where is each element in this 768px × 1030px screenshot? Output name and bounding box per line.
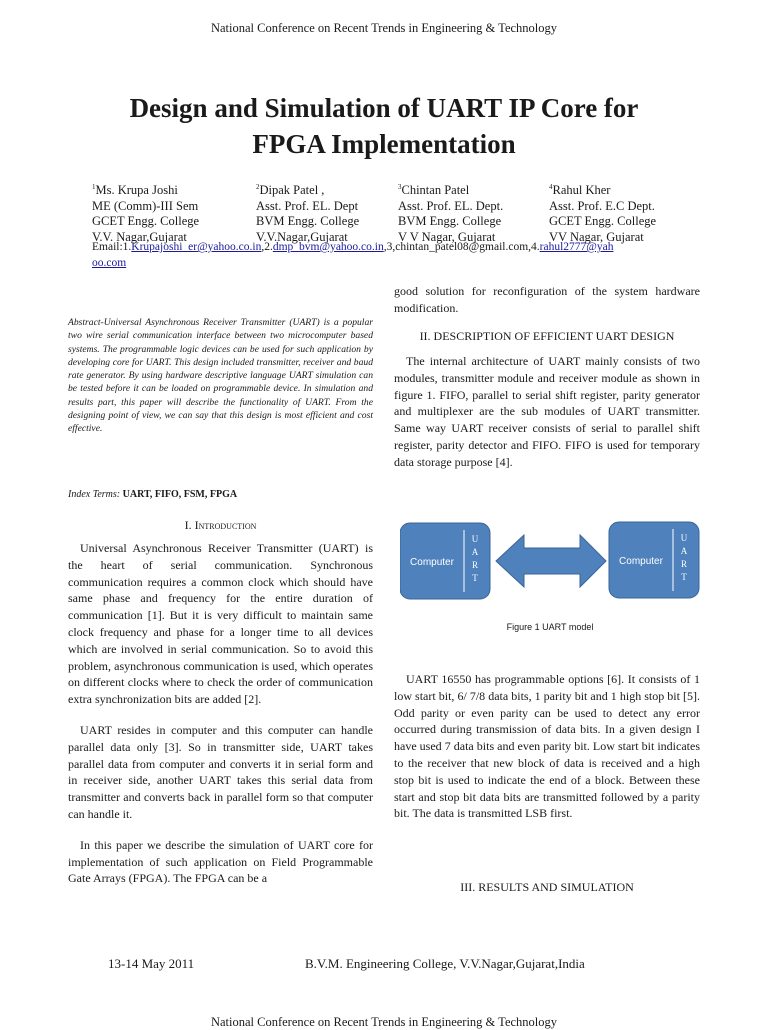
author-2-number: 2 — [256, 183, 260, 191]
next-page-header: National Conference on Recent Trends in Engineering & Technology — [210, 1015, 558, 1029]
author-1-name: Ms. Krupa Joshi — [95, 183, 178, 197]
abstract: Abstract-Universal Asynchronous Receiver Transmitter (UART) is a popular two wire serial communication interface between two microcomputer based systems. The programmable logic devices can be used for such application by developing core for UART. This design included transmitter, receiver and baud rate generator. By using hardware descriptive language UART simulation can be tested before it can be loaded on programmable device. In simulation and results part, this paper will describe the functionality of UART. From the designing point of view, we can say that this design is most efficient and cost effective. — [68, 317, 373, 435]
right-uart-letter-a: A — [680, 546, 688, 556]
index-terms-values: UART, FIFO, FSM, FPGA — [122, 489, 238, 500]
author-2-college: BVM Engg. College — [256, 214, 360, 228]
left-uart-letter-r: R — [471, 560, 479, 570]
author-4-college: GCET Engg. College — [549, 214, 657, 228]
intro-paragraph-2: UART resides in computer and this computer can handle parallel data only [3]. So in transmitter side, UART takes parallel data from computer and converts it in serial form and in receiver side, another UART takes this serial data from transmitter and converts back in parallel form so that computer can handle it. — [68, 722, 373, 821]
left-computer-label: Computer — [410, 557, 454, 568]
author-3-number: 3 — [398, 183, 402, 191]
conference-header: National Conference on Recent Trends in Engineering & Technology — [210, 21, 558, 35]
author-1 — [92, 180, 252, 245]
author-2 — [256, 180, 396, 245]
author-3 — [398, 180, 543, 245]
section-3-heading: III. RESULTS AND SIMULATION — [460, 880, 634, 894]
author-4-place: VV Nagar, Gujarat — [549, 229, 644, 244]
title-line-2: FPGA Implementation — [252, 129, 516, 159]
intro-paragraph-1: Universal Asynchronous Receiver Transmitter (UART) is the heart of serial communication. Synchronous communication requires a common clock which should have same phase and frequency for the entire duration of communication [1]. But it is very difficult to maintain same clock frequency and phase for a longer time to all devices which are involved in serial communication. So to avoid this problem, asynchronous communication is used, which operates on different clocks where to check the order of communication extra synchronization bits are added [2]. — [68, 541, 373, 707]
footer-date: 13-14 May 2011 — [108, 956, 195, 971]
author-3-role: Asst. Prof. EL. Dept. — [398, 198, 504, 213]
email-link-4-continued[interactable]: oo.com — [92, 256, 127, 269]
title-line-1: Design and Simulation of UART IP Core for — [129, 93, 639, 123]
right-computer-label: Computer — [619, 556, 663, 567]
section-2-paragraph: The internal architecture of UART mainly consists of two modules, transmitter module and receiver module as shown in figure 1. FIFO, parallel to serial shift register, parity generator and multiplexer are the sub modules of UART transmitter. Same way UART receiver consists of serial to parallel shift register, parity detector and FIFO. FIFO is used for temporary data storage purpose [4]. — [394, 354, 700, 469]
right-uart-letter-u: U — [680, 533, 688, 543]
author-3-college: BVM Engg. College — [398, 214, 502, 228]
author-4-name: Rahul Kher — [552, 183, 611, 197]
author-2-role: Asst. Prof. EL. Dept — [256, 198, 359, 213]
right-top-text: good solution for reconfiguration of the system hardware modification. — [394, 284, 700, 315]
right-uart-letter-t: T — [681, 572, 687, 582]
email-link-2[interactable]: dmp_bvm@yahoo.co.in — [272, 241, 384, 253]
author-1-role: ME (Comm)-III Sem — [92, 198, 199, 213]
author-1-number: 1 — [92, 183, 96, 191]
author-emails — [92, 240, 704, 271]
right-uart-letter-r: R — [680, 559, 688, 569]
footer-venue: B.V.M. Engineering College, V.V.Nagar,Gujarat,India — [305, 956, 585, 971]
author-4 — [549, 180, 699, 245]
bidirectional-arrow-icon — [496, 535, 606, 587]
left-uart-letter-t: T — [472, 573, 478, 583]
author-2-name: Dipak Patel , — [259, 183, 325, 197]
email-link-1[interactable]: Krupajoshi_er@yahoo.co.in — [131, 241, 262, 253]
index-terms — [68, 489, 373, 500]
author-2-place: V.V.Nagar,Gujarat — [256, 229, 348, 244]
author-3-place: V V Nagar, Gujarat — [398, 229, 496, 244]
email-link-4[interactable]: rahul2777@yah — [539, 241, 614, 253]
author-4-number: 4 — [549, 183, 553, 191]
figure-caption: Figure 1 UART model — [506, 622, 594, 632]
author-3-name: Chintan Patel — [401, 183, 470, 197]
intro-section-title: Introduction — [194, 518, 257, 532]
uart-16550-paragraph: UART 16550 has programmable options [6]. It consists of 1 low start bit, 6/ 7/8 data bits, 1 parity bit and 1 high stop bit [5]. Odd parity or even parity can be used to detect any error occurred during transmission of data bits. In a given design I have used 7 data bits and even parity bit. Low start bit indicates to the receiver that new block of data is received and a high stop bit is used to indicate the end of a block. Between these start and stop bit data bits are transmitted followed by a parity bit. The data is transmitted LSB first. — [394, 672, 700, 821]
paper-title — [60, 90, 708, 162]
author-4-role: Asst. Prof. E.C Dept. — [549, 198, 655, 213]
left-column-body — [68, 540, 373, 887]
email-link-3-text: ,3,chintan_patel08@gmail.com,4. — [383, 241, 540, 253]
left-uart-letter-u: U — [471, 534, 479, 544]
email-separator: ,2. — [261, 241, 273, 253]
author-1-place: V.V. Nagar,Gujarat — [92, 229, 187, 244]
intro-paragraph-3: In this paper we describe the simulation of UART core for implementation of such application on Field Programmable Gate Arrays (FPGA). The FPGA can be a — [68, 837, 373, 886]
uart-model-figure — [400, 520, 700, 610]
left-uart-letter-a: A — [471, 547, 479, 557]
section-2-heading: II. DESCRIPTION OF EFFICIENT UART DESIGN — [419, 329, 675, 343]
email-prefix: Email:1. — [92, 241, 132, 253]
index-terms-label: Index Terms: — [68, 489, 121, 500]
intro-section-number: I. — [184, 518, 192, 532]
author-1-college: GCET Engg. College — [92, 214, 200, 228]
section-introduction-heading — [68, 518, 373, 533]
